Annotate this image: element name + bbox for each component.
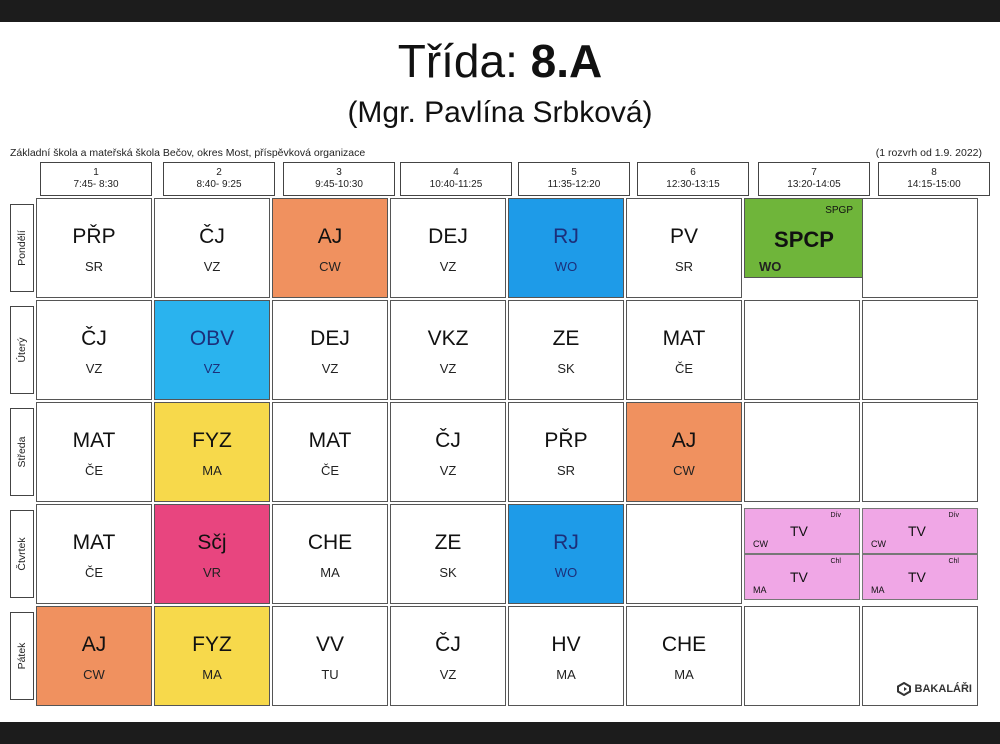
teacher-abbrev: VZ [203, 361, 221, 376]
day-header-1 [10, 204, 34, 292]
teacher-abbrev: SK [557, 361, 575, 376]
day-header-2 [10, 306, 34, 394]
lesson-cell [154, 606, 270, 706]
lesson-cell [36, 504, 152, 604]
subject-abbrev: RJ [553, 225, 579, 248]
period-header-2 [163, 162, 275, 196]
period-header-4 [400, 162, 512, 196]
class-teacher: (Mgr. Pavlína Srbková) [347, 96, 653, 129]
lesson-half [744, 554, 860, 600]
lesson-cell [154, 300, 270, 400]
subject-abbrev: DEJ [428, 225, 468, 248]
lesson-half [862, 508, 978, 554]
teacher-abbrev: VZ [85, 361, 103, 376]
period-header-8 [878, 162, 990, 196]
teacher-abbrev: WO [759, 259, 782, 274]
empty-cell [626, 504, 742, 604]
page-title: Třída: 8.A [397, 35, 603, 87]
teacher-abbrev: VZ [439, 259, 457, 274]
teacher-abbrev: ČE [84, 565, 104, 580]
teacher-abbrev: VR [202, 565, 222, 580]
lesson-cell [626, 300, 742, 400]
subject-abbrev: ZE [434, 531, 462, 554]
lesson-cell [272, 504, 388, 604]
subject-abbrev: Sčj [197, 531, 227, 554]
teacher-abbrev: ČE [320, 463, 340, 478]
lesson-cell [390, 198, 506, 298]
subject-abbrev: FYZ [192, 429, 232, 452]
teacher-abbrev: MA [753, 585, 767, 595]
period-header-3 [283, 162, 395, 196]
bakalari-logo-icon [897, 682, 911, 696]
subject-abbrev: AJ [317, 225, 343, 248]
teacher-abbrev: SR [674, 259, 694, 274]
period-time: 10:40-11:25 [429, 179, 483, 190]
teacher-abbrev: WO [554, 565, 578, 580]
empty-cell [744, 300, 860, 400]
subject-abbrev: ČJ [199, 225, 225, 248]
lesson-cell [272, 198, 388, 298]
lesson-cell [390, 504, 506, 604]
lesson-cell [626, 198, 742, 298]
period-number: 4 [453, 167, 459, 178]
subject-abbrev: DEJ [310, 327, 350, 350]
subject-abbrev: SPCP [774, 227, 834, 252]
empty-cell [862, 300, 978, 400]
lesson-cell [36, 606, 152, 706]
subject-abbrev: MAT [662, 327, 706, 350]
empty-cell [744, 402, 860, 502]
period-header-5 [518, 162, 630, 196]
lesson-cell [508, 504, 624, 604]
subject-abbrev: TV [790, 523, 808, 539]
lesson-cell [390, 300, 506, 400]
period-number: 1 [93, 167, 99, 178]
period-number: 8 [931, 167, 937, 178]
lesson-cell [626, 402, 742, 502]
subject-abbrev: VV [315, 633, 344, 656]
subject-abbrev: ČJ [81, 327, 107, 350]
subject-abbrev: PV [669, 225, 698, 248]
period-header-1 [40, 162, 152, 196]
teacher-abbrev: TU [321, 667, 339, 682]
period-time: 7:45- 8:30 [73, 179, 119, 190]
teacher-abbrev: MA [320, 565, 340, 580]
lesson-cell [508, 300, 624, 400]
period-time: 9:45-10:30 [315, 179, 363, 190]
subject-abbrev: RJ [553, 531, 579, 554]
group-label: SPGP [825, 205, 853, 216]
day-header-5 [10, 612, 34, 700]
period-header-7 [758, 162, 870, 196]
teacher-abbrev: VZ [439, 667, 457, 682]
lesson-cell [36, 402, 152, 502]
period-time: 11:35-12:20 [547, 179, 601, 190]
subject-abbrev: CHE [307, 531, 353, 554]
subject-abbrev: ČJ [435, 633, 461, 656]
teacher-abbrev: MA [556, 667, 576, 682]
empty-cell [744, 606, 860, 706]
subject-abbrev: HV [551, 633, 581, 656]
period-number: 7 [811, 167, 817, 178]
subject-abbrev: PŘP [544, 429, 588, 452]
period-time: 12:30-13:15 [666, 179, 720, 190]
school-name: Základní škola a mateřská škola Bečov, okres Most, příspěvková organizace [10, 147, 366, 159]
lesson-cell [154, 402, 270, 502]
subject-abbrev: ZE [552, 327, 580, 350]
lesson-cell [390, 402, 506, 502]
subject-abbrev: ČJ [435, 429, 461, 452]
period-number: 3 [336, 167, 342, 178]
period-number: 5 [571, 167, 577, 178]
teacher-abbrev: MA [202, 667, 222, 682]
subject-abbrev: AJ [81, 633, 107, 656]
lesson-cell [36, 198, 152, 298]
lesson-cell [508, 198, 624, 298]
day-label: Čtvrtek [16, 537, 28, 571]
day-header-4 [10, 510, 34, 598]
period-header-6 [637, 162, 749, 196]
lesson-cell [744, 198, 864, 278]
subject-abbrev: PŘP [72, 225, 116, 248]
subject-abbrev: OBV [189, 327, 235, 350]
bakalari-logo: BAKALÁŘI [897, 682, 972, 696]
timetable-edition: (1 rozvrh od 1.9. 2022) [875, 147, 982, 159]
subject-abbrev: CHE [661, 633, 707, 656]
subject-abbrev: AJ [671, 429, 697, 452]
teacher-abbrev: ČE [674, 361, 694, 376]
subject-abbrev: FYZ [192, 633, 232, 656]
subject-abbrev: TV [908, 523, 926, 539]
lesson-cell [508, 402, 624, 502]
subject-abbrev: TV [908, 569, 926, 585]
teacher-abbrev: CW [753, 539, 768, 549]
teacher-abbrev: MA [674, 667, 694, 682]
subject-abbrev: MAT [72, 429, 116, 452]
group-label: Dív [948, 512, 959, 519]
subject-abbrev: VKZ [427, 327, 469, 350]
lesson-cell [390, 606, 506, 706]
teacher-abbrev: VZ [203, 259, 221, 274]
day-label: Středa [16, 436, 28, 468]
teacher-abbrev: SR [556, 463, 576, 478]
lesson-cell [508, 606, 624, 706]
empty-cell [862, 198, 978, 298]
teacher-abbrev: CW [83, 667, 105, 682]
period-time: 13:20-14:05 [787, 179, 841, 190]
lesson-cell [36, 300, 152, 400]
teacher-abbrev: WO [554, 259, 578, 274]
lesson-cell [272, 402, 388, 502]
empty-cell [862, 402, 978, 502]
group-label: Dív [830, 512, 841, 519]
teacher-abbrev: MA [202, 463, 222, 478]
teacher-abbrev: VZ [321, 361, 339, 376]
lesson-half [744, 508, 860, 554]
day-label: Pondělí [16, 230, 28, 266]
lesson-half [862, 554, 978, 600]
period-time: 8:40- 9:25 [196, 179, 242, 190]
lesson-cell [272, 300, 388, 400]
lesson-cell [154, 198, 270, 298]
teacher-abbrev: MA [871, 585, 885, 595]
subject-abbrev: MAT [72, 531, 116, 554]
group-label: Chl [830, 558, 841, 565]
subject-abbrev: MAT [308, 429, 352, 452]
subject-abbrev: TV [790, 569, 808, 585]
lesson-cell [272, 606, 388, 706]
teacher-abbrev: CW [871, 539, 886, 549]
period-time: 14:15-15:00 [907, 179, 961, 190]
lesson-cell [154, 504, 270, 604]
teacher-abbrev: VZ [439, 463, 457, 478]
timetable-sheet [0, 22, 1000, 722]
teacher-abbrev: SR [84, 259, 104, 274]
teacher-abbrev: CW [319, 259, 341, 274]
day-label: Úterý [16, 337, 28, 363]
group-label: Chl [948, 558, 959, 565]
teacher-abbrev: CW [673, 463, 695, 478]
teacher-abbrev: SK [439, 565, 457, 580]
teacher-abbrev: ČE [84, 463, 104, 478]
day-label: Pátek [16, 642, 28, 670]
teacher-abbrev: VZ [439, 361, 457, 376]
day-header-3 [10, 408, 34, 496]
period-number: 6 [690, 167, 696, 178]
period-number: 2 [216, 167, 222, 178]
lesson-cell [626, 606, 742, 706]
